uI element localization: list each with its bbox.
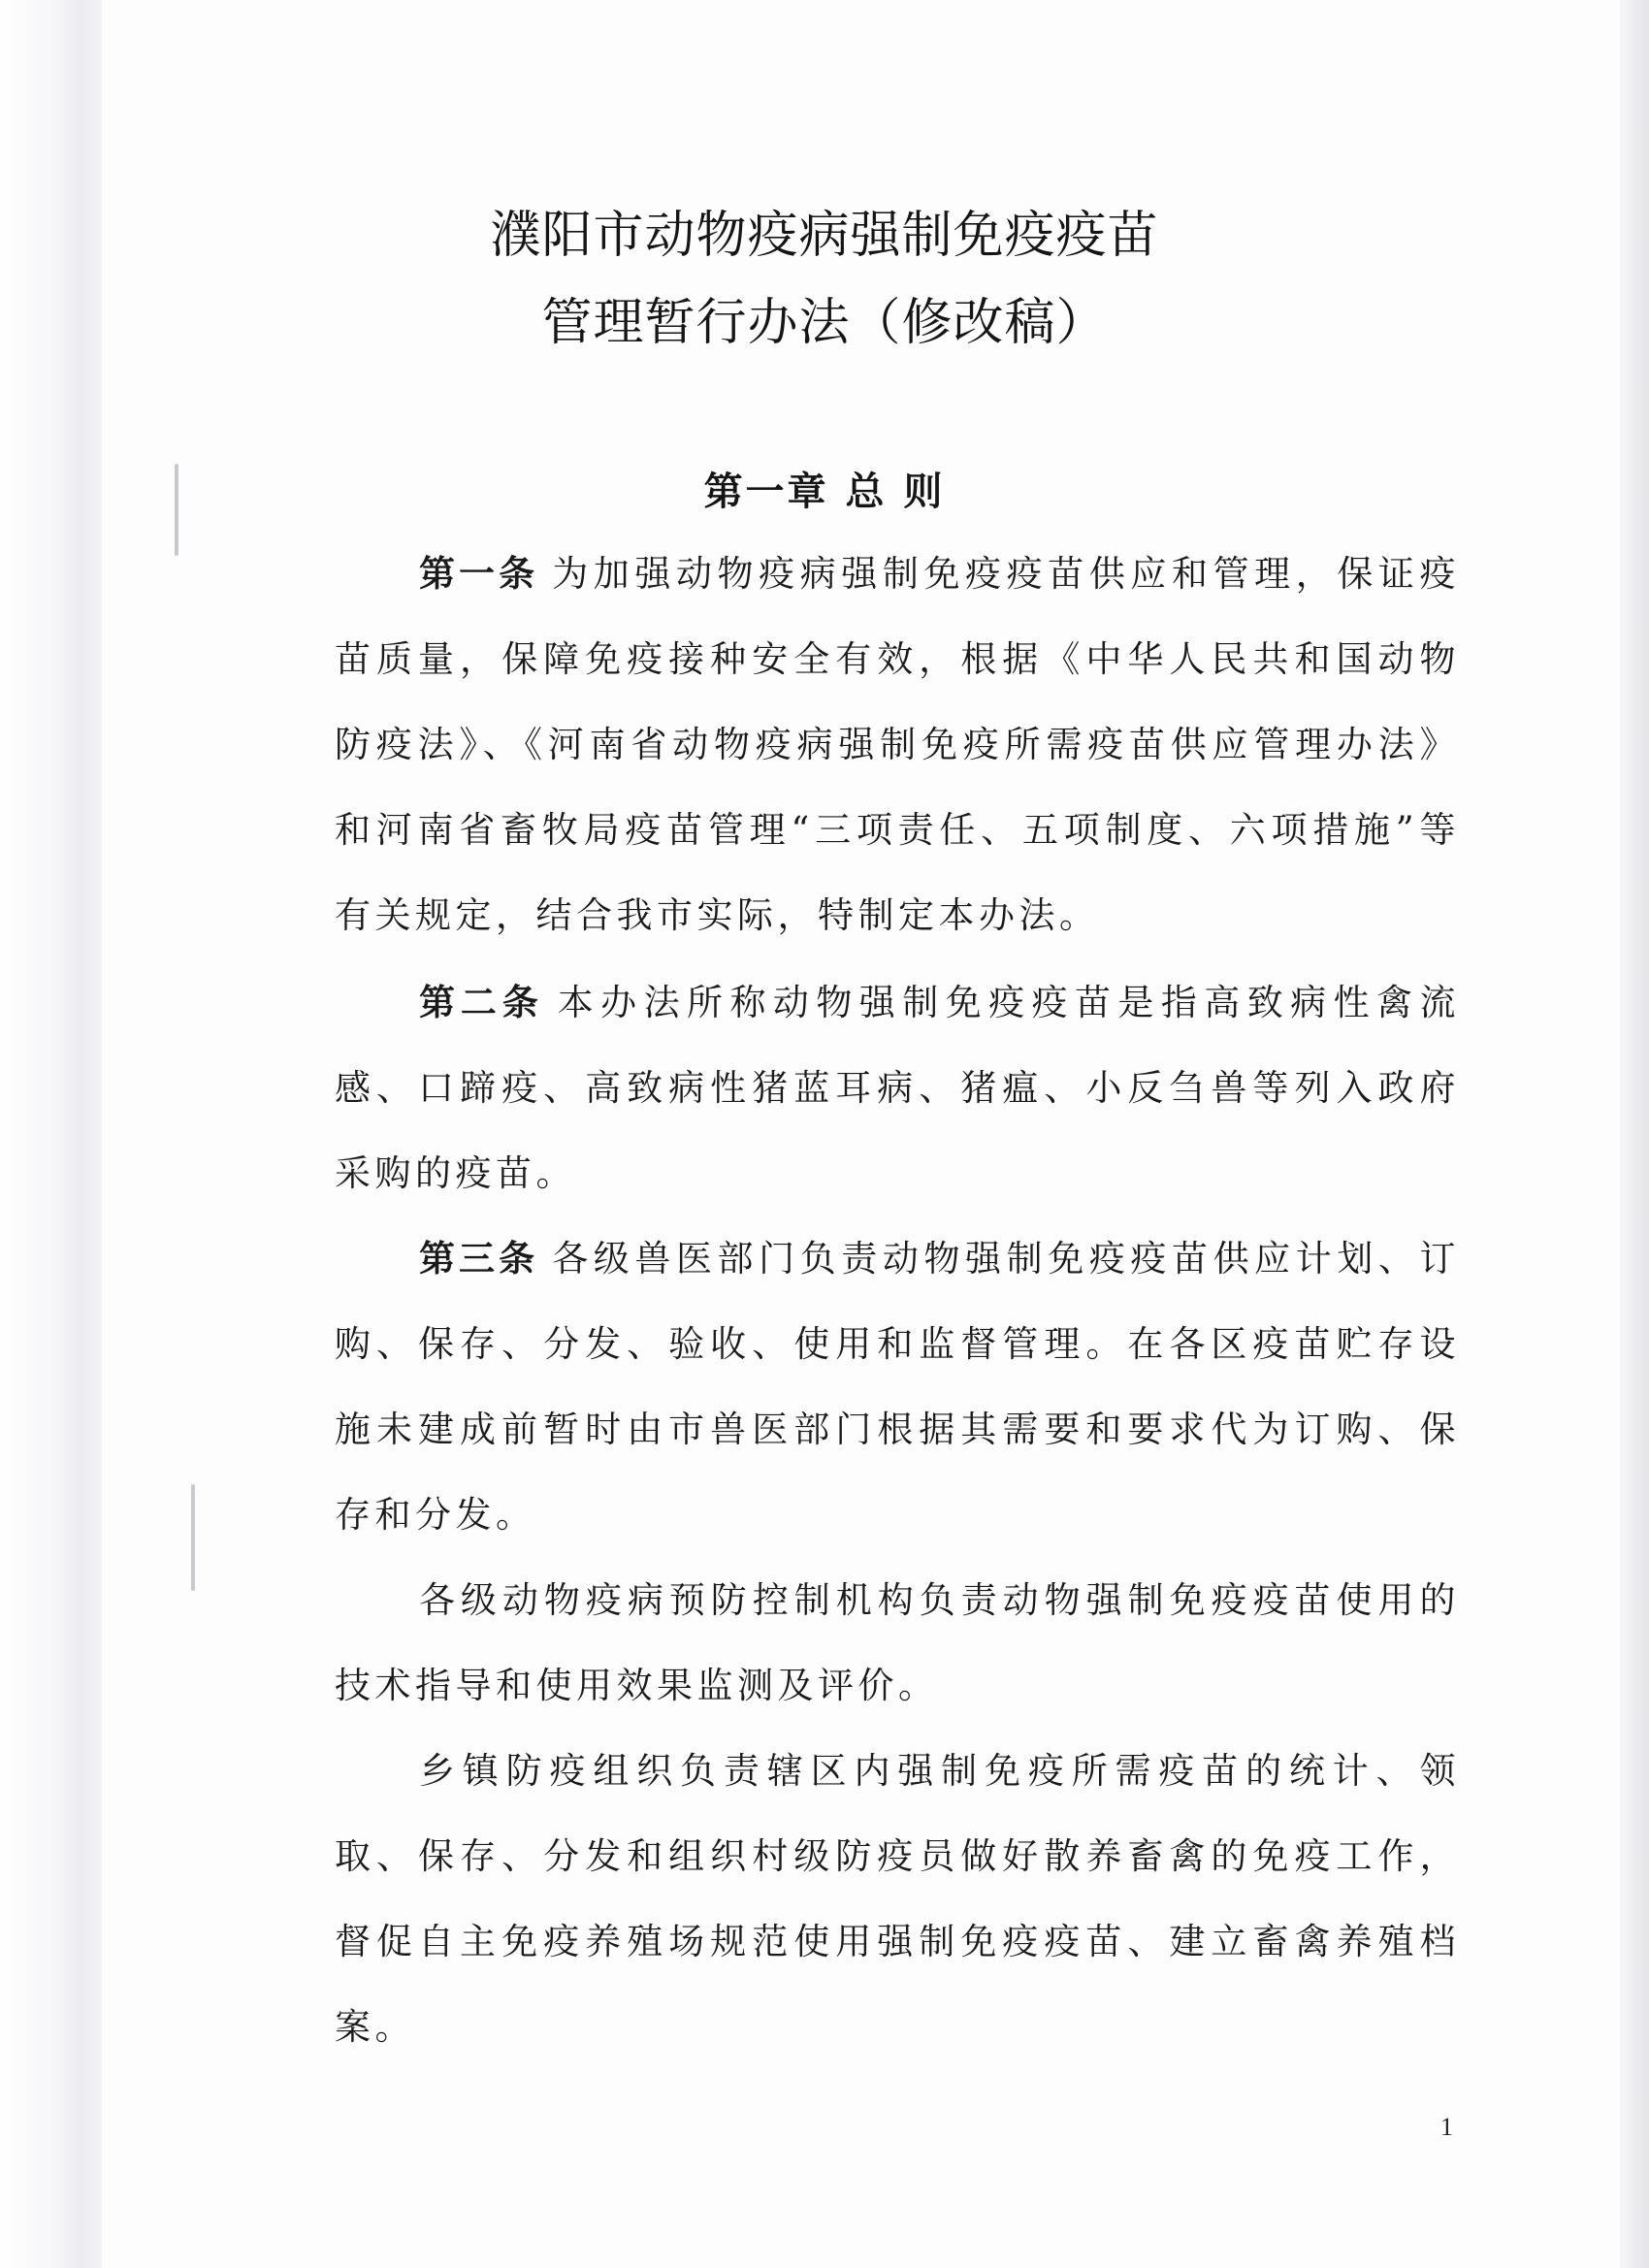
article-3-block (335, 1216, 1460, 1558)
binding-hole-mark-bottom (191, 1484, 195, 1591)
paragraph-2-block (335, 1729, 1460, 2070)
document-title-line-1: 濮阳市动物疫病强制免疫疫苗 (490, 207, 1159, 265)
article-2-text: 本办法所称动物强制免疫疫苗是指高致病性禽流感、口蹄疫、高致病性猪蓝耳病、猪瘟、小反刍兽等列入政府采购的疫苗。 (335, 982, 1460, 1194)
document-title-line-2: 管理暂行办法（修改稿） (541, 294, 1108, 352)
article-1-block (335, 532, 1460, 958)
article-3-text: 各级兽医部门负责动物强制免疫疫苗供应计划、订购、保存、分发、验收、使用和监督管理。在各区疫苗贮存设施未建成前暂时由市兽医部门根据其需要和要求代为订购、保存和分发。 (335, 1238, 1461, 1536)
article-3 (335, 1216, 1460, 1558)
article-2-block (335, 960, 1460, 1216)
article-2 (335, 960, 1460, 1216)
page-number: 1 (1440, 2113, 1453, 2141)
article-1-text: 为加强动物疫病强制免疫疫苗供应和管理，保证疫苗质量，保障免疫接种安全有效，根据《中华人民共和国动物防疫法》、《河南省动物疫病强制免疫所需疫苗供应管理办法》和河南省畜牧局疫苗管理“三项责任、五项制度、六项措施”等有关规定，结合我市实际，特制定本办法。 (335, 553, 1461, 936)
article-2-number: 第二条 (418, 982, 544, 1023)
paragraph-2: 乡镇防疫组织负责辖区内强制免疫所需疫苗的统计、领取、保存、分发和组织村级防疫员做好散养畜禽的免疫工作，督促自主免疫养殖场规范使用强制免疫疫苗、建立畜禽养殖档案。 (335, 1750, 1460, 2048)
article-1 (335, 532, 1460, 958)
paragraph-1: 各级动物疫病预防控制机构负责动物强制免疫疫苗使用的技术指导和使用效果监测及评价。 (335, 1579, 1460, 1706)
chapter-heading: 第一章 总 则 (703, 470, 946, 514)
article-3-number: 第三条 (418, 1238, 539, 1280)
paragraph-1-block (335, 1558, 1460, 1729)
article-1-number: 第一条 (418, 553, 539, 595)
